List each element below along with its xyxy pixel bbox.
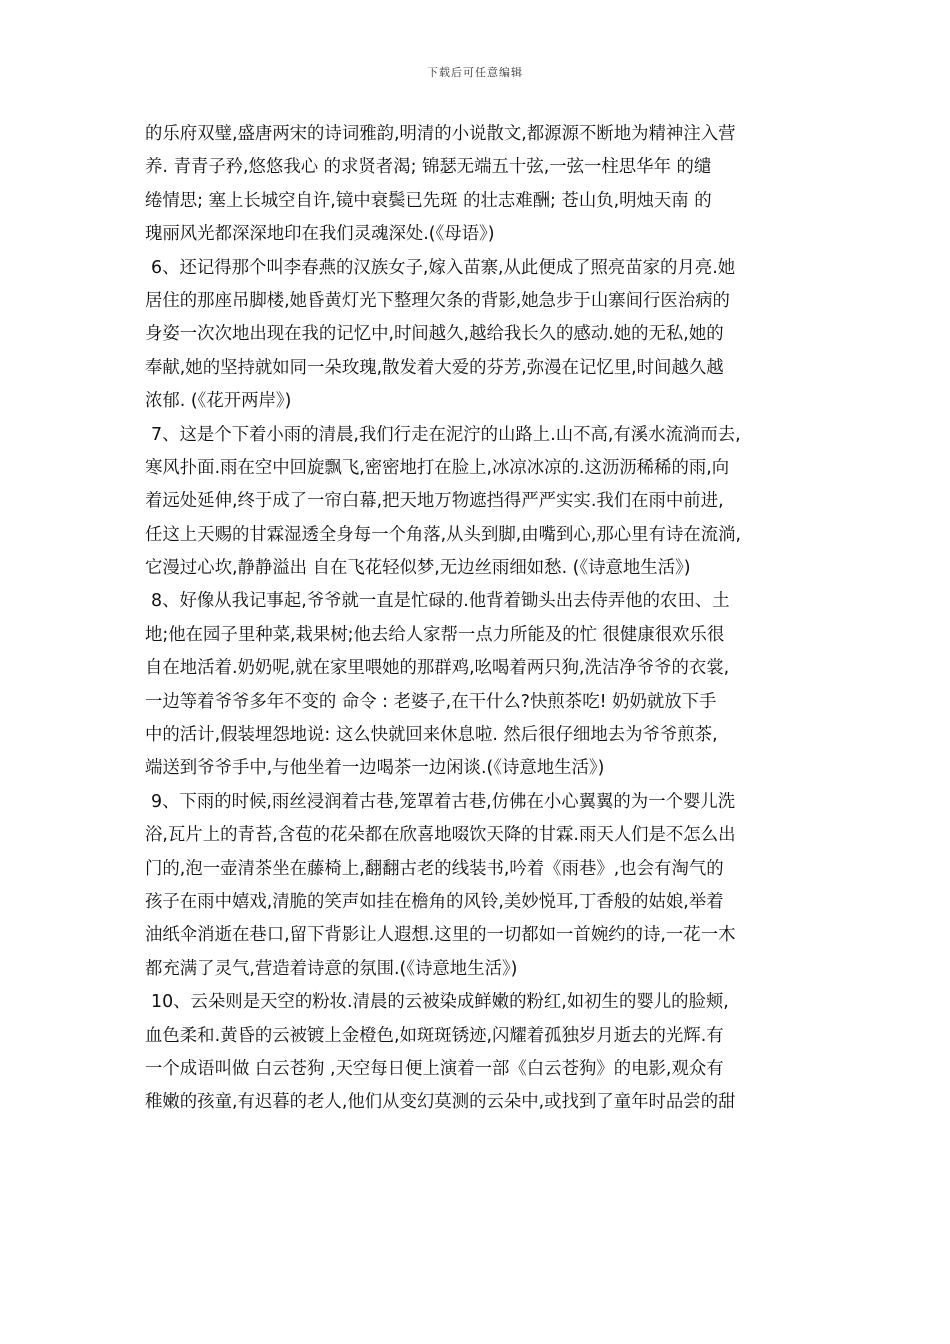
- text-line: 孩子在雨中嬉戏,清脆的笑声如挂在檐角的风铃,美妙悦耳,丁香般的姑娘,举着: [145, 891, 724, 912]
- text-line: 养. 青青子矜,悠悠我心 的求贤者渴; 锦瑟无端五十弦,一弦一柱思华年 的缱: [145, 157, 712, 178]
- text-line: 自在地活着.奶奶呢,就在家里喂她的那群鸡,吆喝着两只狗,洗洁净爷爷的衣裳,: [145, 658, 730, 679]
- text-line: 瑰丽风光都深深地印在我们灵魂深处.(《母语》): [145, 224, 495, 245]
- text-line: 它漫过心坎,静静溢出 自在飞花轻似梦,无边丝雨细如愁. (《诗意地生活》): [145, 558, 691, 579]
- text-line: 一个成语叫做 白云苍狗 ,天空每日便上演着一部《白云苍狗》的电影,观众有: [145, 1058, 724, 1079]
- text-line: 血色柔和.黄昏的云被镀上金橙色,如斑斑锈迹,闪耀着孤独岁月逝去的光辉.有: [145, 1025, 724, 1046]
- text-line: 都充满了灵气,营造着诗意的氛围.(《诗意地生活》): [145, 958, 518, 979]
- text-line: 奉献,她的坚持就如同一朵玫瑰,散发着大爱的芬芳,弥漫在记忆里,时间越久越: [145, 357, 724, 378]
- text-line: 端送到爷爷手中,与他坐着一边喝茶一边闲谈.(《诗意地生活》): [145, 758, 605, 779]
- text-line: 浴,瓦片上的青苔,含苞的花朵都在欣喜地啜饮天降的甘霖.雨天人们是不怎么出: [145, 825, 736, 846]
- text-line: 中的活计,假装埋怨地说: 这么快就回来休息啦. 然后很仔细地去为爷爷煎茶,: [145, 725, 718, 746]
- text-line: 居住的那座吊脚楼,她昏黄灯光下整理欠条的背影,她急步于山寨间行医治病的: [145, 290, 730, 311]
- paragraph-start-line: 7、这是个下着小雨的清晨,我们行走在泥泞的山路上.山不高,有溪水流淌而去,: [151, 424, 741, 445]
- text-line: 着远处延伸,终于成了一帘白幕,把天地万物遮挡得严严实实.我们在雨中前进,: [145, 491, 724, 512]
- paragraph-start-line: 10、云朵则是天空的粉妆.清晨的云被染成鲜嫩的粉红,如初生的婴儿的脸颊,: [151, 992, 729, 1013]
- document-body: [145, 118, 815, 1120]
- text-line: 稚嫩的孩童,有迟暮的老人,他们从变幻莫测的云朵中,或找到了童年时品尝的甜: [145, 1092, 736, 1113]
- paragraph-start-line: 9、下雨的时候,雨丝浸润着古巷,笼罩着古巷,仿佛在小心翼翼的为一个婴儿洗: [151, 791, 736, 812]
- text-line: 一边等着爷爷多年不变的 命令 : 老婆子,在干什么?快煎茶吃! 奶奶就放下手: [145, 691, 717, 712]
- text-line: 油纸伞消逝在巷口,留下背影让人遐想.这里的一切都如一首婉约的诗,一花一木: [145, 925, 736, 946]
- paragraph-start-line: 8、好像从我记事起,爷爷就一直是忙碌的.他背着锄头出去侍弄他的农田、土: [151, 591, 730, 612]
- text-line: 的乐府双璧,盛唐两宋的诗词雅韵,明清的小说散文,都源源不断地为精神注入营: [145, 124, 736, 144]
- text-line: 绻情思; 塞上长城空自许,镜中衰鬓已先斑 的壮志难酬; 苍山负,明烛天南 的: [145, 190, 712, 211]
- text-line: 任这上天赐的甘霖湿透全身每一个角落,从头到脚,由嘴到心,那心里有诗在流淌,: [145, 524, 742, 545]
- paragraph-start-line: 6、还记得那个叫李春燕的汉族女子,嫁入苗寨,从此便成了照亮苗家的月亮.她: [151, 257, 736, 278]
- text-line: 身姿一次次地出现在我的记忆中,时间越久,越给我长久的感动.她的无私,她的: [145, 324, 724, 345]
- page-header: 下载后可任意编辑: [427, 66, 523, 79]
- text-line: 地;他在园子里种菜,栽果树;他去给人家帮一点力所能及的忙 很健康很欢乐很: [145, 624, 725, 645]
- text-line: 门的,泡一壶清茶坐在藤椅上,翻翻古老的线装书,吟着《雨巷》,也会有淘气的: [145, 858, 724, 879]
- text-line: 寒风扑面.雨在空中回旋飘飞,密密地打在脸上,冰凉冰凉的.这沥沥稀稀的雨,向: [145, 457, 730, 478]
- text-line: 浓郁. (《花开两岸》): [145, 391, 292, 412]
